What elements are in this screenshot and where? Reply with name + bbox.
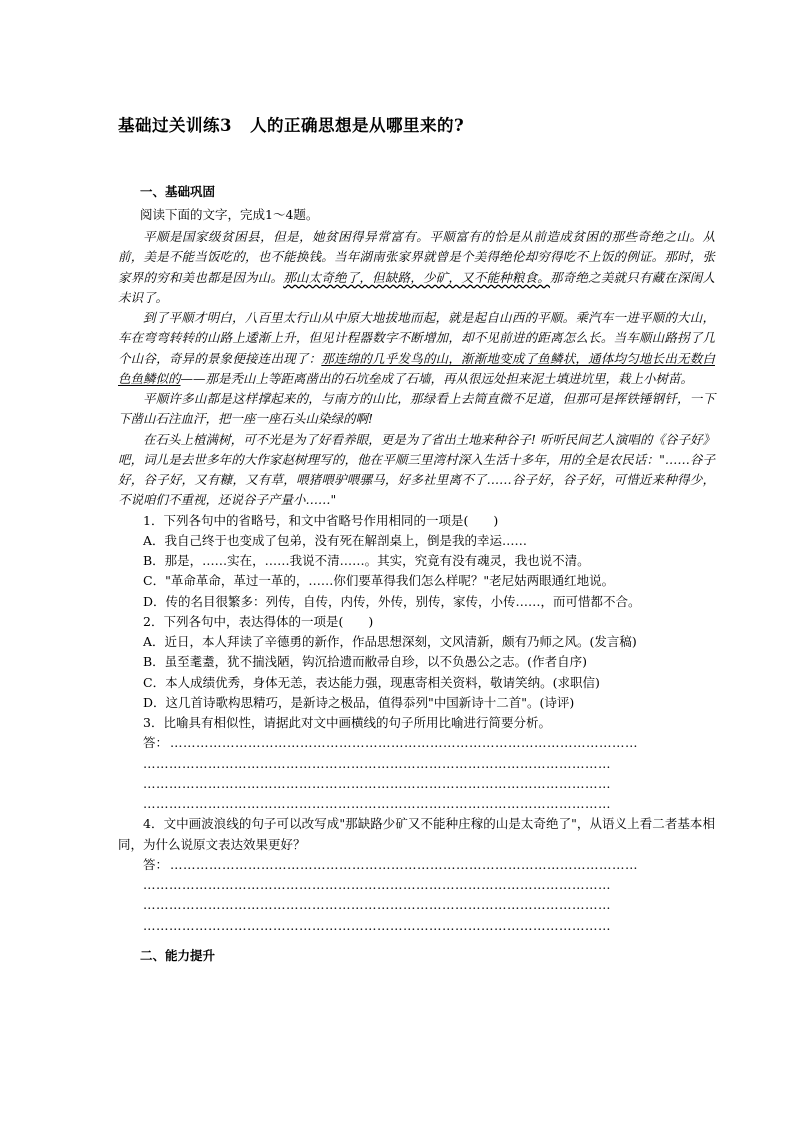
question-4-answer-label: 答： ……………………………………………………………………………………………… — [143, 856, 639, 872]
question-1-option-a[interactable]: A．我自己终于也变成了包弟，没有死在解剖桌上，倒是我的幸运…… — [143, 532, 528, 548]
passage-paragraph-2: 到了平顺才明白，八百里太行山从中原大地拔地而起，就是起自山西的平顺。乘汽车一进平顺的大山，车在弯弯转转的山路上逶渐上升，但见计程器数字不断增加，却不见前进的距离怎么长。当车顺山路拐了几个山谷，奇异的景象便接连出现了：那连绵的几乎发鸟的山，渐渐地变成了鱼鳞状，通体均匀地长出无数白色鱼鳞似的——那是秃山上等距离凿出的石坑垒成了石墙，再从很远处担来泥土填进坑里，栽上小树苗。 — [118, 310, 715, 386]
question-4-stem: 4．文中画波浪线的句子可以改写成"那缺路少矿又不能种庄稼的山是太奇绝了"，从语义上看二者基本相同，为什么说原文表达效果更好？ — [118, 816, 715, 852]
answer-dot-line[interactable]: ……………………………………………………………………………………………… — [170, 735, 639, 751]
question-4-answer-line-2[interactable]: ……………………………………………………………………………………………… — [143, 877, 611, 892]
wavy-underlined-sentence: 那山太奇绝了，但缺路，少矿，又不能种粮食。 — [283, 269, 551, 285]
question-3-stem: 3．比喻具有相似性，请据此对文中画横线的句子所用比喻进行简要分析。 — [143, 715, 551, 730]
page-title-main: 人的正确思想是从哪里来的? — [249, 116, 465, 135]
question-1-option-d[interactable]: D．传的名目很繁多：列传，自传，内传，外传，别传，家传，小传……，而可惜都不合。 — [143, 593, 641, 609]
question-4-answer-line-3[interactable]: ……………………………………………………………………………………………… — [143, 897, 611, 913]
page-title-prefix: 基础过关训练3 — [118, 116, 232, 135]
passage-paragraph-4: 在石头上植满树，可不光是为了好看养眼，更是为了省出土地来种谷子! 听听民间艺人演唱的《谷子好》吧，词儿是去世多年的大作家赵树理写的，他在平顺三里湾村深入生活十多年，用的全是农民话："……谷子好，谷子好，又有糠，又有草，喂猪喂驴喂骡马，好多社里离不了……谷子好，谷子好，可惜近来种得少，不说咱们不重视，还说谷子产量小……" — [118, 431, 715, 508]
question-2-stem: 2．下列各句中，表达得体的一项是( ) — [143, 613, 374, 629]
question-2-option-d[interactable]: D．这几首诗歌构思精巧，是新诗之极品，值得忝列"中国新诗十二首"。(诗评) — [143, 694, 575, 710]
page-title — [118, 112, 715, 136]
question-3-answer-line-4[interactable]: ……………………………………………………………………………………………… — [143, 796, 611, 811]
underlined-sentence: 那连绵的几乎发鸟的山，渐渐地变成了鱼鳞状，通体均匀地长出无数白色鱼鳞似的 — [118, 350, 715, 386]
question-3-answer-label: 答： ……………………………………………………………………………………………… — [143, 735, 639, 751]
question-3-answer-line-2[interactable]: ……………………………………………………………………………………………… — [143, 755, 611, 771]
question-2-option-b[interactable]: B．虽至耄耋，犹不揣浅陋，钩沉拾遗而敝帚自珍，以不负愚公之志。(作者自序) — [143, 654, 587, 670]
question-1-option-b[interactable]: B．那是，……实在，……我说不清……。其实，究竟有没有魂灵，我也说不清。 — [143, 553, 590, 568]
reading-instruction: 阅读下面的文字，完成1～4题。 — [140, 207, 319, 222]
section-heading-two: 二、能力提升 — [140, 947, 216, 963]
answer-dot-line[interactable]: ……………………………………………………………………………………………… — [170, 856, 639, 872]
section-heading-one: 一、基础巩固 — [140, 184, 216, 199]
question-3-answer-line-3[interactable]: ……………………………………………………………………………………………… — [143, 775, 611, 791]
question-4-answer-line-4[interactable]: ……………………………………………………………………………………………… — [143, 917, 611, 933]
question-1-option-c[interactable]: C．"革命革命，革过一革的，……你们要革得我们怎么样呢？"老尼姑两眼通红地说。 — [143, 573, 615, 589]
question-2-option-c[interactable]: C．本人成绩优秀，身体无恙，表达能力强，现惠寄相关资料，敬请笑纳。(求职信) — [143, 674, 600, 690]
question-2-option-a[interactable]: A．近日，本人拜读了辛德勇的新作，作品思想深刻，文风清新，颇有乃师之风。(发言稿) — [143, 634, 637, 649]
passage-paragraph-1: 平顺是国家级贫困县，但是，她贫困得异常富有。平顺富有的恰是从前造成贫困的那些奇绝之山。从前，美是不能当饭吃的，也不能换钱。当年湖南张家界就曾是个美得绝伦却穷得吃不上饭的例证。那时，张家界的穷和美也都是因为山。那山太奇绝了，但缺路，少矿，又不能种粮食。那奇绝之美就只有藏在深闺人未识了。 — [118, 229, 715, 305]
passage-paragraph-3: 平顺许多山都是这样撑起来的，与南方的山比，那绿看上去简直微不足道，但那可是挥铁锤钢钎，一下下凿山石注血汗，把一座一座石头山染绿的啊! — [118, 391, 715, 427]
question-1-stem: 1．下列各句中的省略号，和文中省略号作用相同的一项是( ) — [143, 512, 499, 528]
